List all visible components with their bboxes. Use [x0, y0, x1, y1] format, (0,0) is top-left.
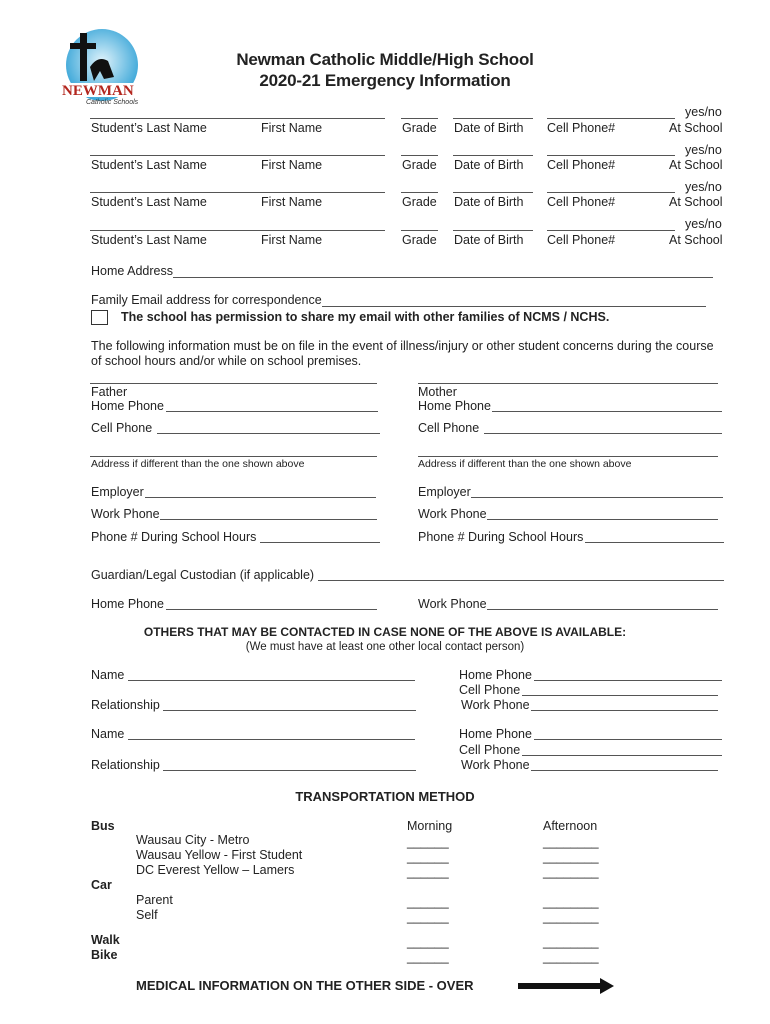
- student-name-line[interactable]: [90, 192, 385, 193]
- guardian-line[interactable]: [318, 580, 724, 581]
- mother-address-note: Address if different than the one shown above: [418, 458, 632, 470]
- other-home-phone-line[interactable]: [534, 680, 722, 681]
- other-cell-phone-line[interactable]: [522, 755, 722, 756]
- bike-label: Bike: [91, 948, 118, 962]
- first-name-label: First Name: [261, 121, 323, 135]
- other-cell-phone-label: Cell Phone: [459, 683, 521, 697]
- morning-blank[interactable]: ______: [407, 835, 449, 849]
- grade-line[interactable]: [401, 155, 438, 156]
- other-relationship-line[interactable]: [163, 710, 416, 711]
- afternoon-blank[interactable]: ________: [543, 950, 599, 964]
- car-label: Car: [91, 878, 112, 892]
- student-name-line[interactable]: [90, 230, 385, 231]
- afternoon-blank[interactable]: ________: [543, 910, 599, 924]
- dob-line[interactable]: [453, 155, 533, 156]
- share-email-text: The school has permission to share my email with other families of NCMS / NCHS.: [121, 310, 610, 324]
- student-name-line[interactable]: [90, 118, 385, 119]
- morning-blank[interactable]: ______: [407, 865, 449, 879]
- morning-blank[interactable]: ______: [407, 950, 449, 964]
- cell-label: Cell Phone#: [547, 121, 616, 135]
- other-name-line[interactable]: [128, 739, 415, 740]
- others-heading: OTHERS THAT MAY BE CONTACTED IN CASE NONE OF THE ABOVE IS AVAILABLE:: [143, 625, 627, 639]
- last-name-label: Student’s Last Name: [91, 121, 207, 135]
- father-home-phone-label: Home Phone: [91, 399, 164, 413]
- cell-line[interactable]: [547, 118, 675, 119]
- other-relationship-line[interactable]: [163, 770, 416, 771]
- father-school-hours-phone-line[interactable]: [260, 542, 380, 543]
- morning-blank[interactable]: ______: [407, 910, 449, 924]
- guardian-work-phone-label: Work Phone: [418, 597, 487, 611]
- others-subheading: (We must have at least one other local contact person): [245, 641, 525, 653]
- dob-line[interactable]: [453, 118, 533, 119]
- cell-line[interactable]: [547, 192, 675, 193]
- grade-line[interactable]: [401, 118, 438, 119]
- first-name-label: First Name: [261, 195, 323, 209]
- other-relationship-label: Relationship: [91, 698, 160, 712]
- bus-label: Bus: [91, 819, 115, 833]
- father-cell-phone-line[interactable]: [157, 433, 380, 434]
- home-address-line[interactable]: [173, 277, 713, 278]
- yesno-label: yes/no: [685, 143, 722, 157]
- yesno-label: yes/no: [685, 180, 722, 194]
- mother-home-phone-line[interactable]: [492, 411, 722, 412]
- father-address-note: Address if different than the one shown above: [91, 458, 305, 470]
- dob-label: Date of Birth: [454, 233, 524, 247]
- last-name-label: Student’s Last Name: [91, 233, 207, 247]
- email-line[interactable]: [322, 306, 706, 307]
- morning-blank[interactable]: ______: [407, 850, 449, 864]
- at-school-label: At School: [669, 158, 723, 172]
- car-option: Self: [136, 908, 158, 922]
- grade-label: Grade: [402, 195, 437, 209]
- father-address-line[interactable]: [90, 456, 377, 457]
- guardian-work-phone-line[interactable]: [487, 609, 718, 610]
- mother-work-phone-label: Work Phone: [418, 507, 487, 521]
- morning-blank[interactable]: ______: [407, 895, 449, 909]
- transport-heading: TRANSPORTATION METHOD: [295, 789, 475, 804]
- mother-employer-line[interactable]: [471, 497, 723, 498]
- dob-label: Date of Birth: [454, 121, 524, 135]
- afternoon-blank[interactable]: ________: [543, 895, 599, 909]
- dob-label: Date of Birth: [454, 195, 524, 209]
- cell-line[interactable]: [547, 230, 675, 231]
- father-label: Father: [91, 385, 128, 399]
- mother-cell-phone-line[interactable]: [484, 433, 722, 434]
- grade-label: Grade: [402, 233, 437, 247]
- mother-school-hours-phone-label: Phone # During School Hours: [418, 530, 584, 544]
- mother-school-hours-phone-line[interactable]: [585, 542, 724, 543]
- bus-option: Wausau City - Metro: [136, 833, 250, 847]
- afternoon-blank[interactable]: ________: [543, 935, 599, 949]
- mother-work-phone-line[interactable]: [487, 519, 718, 520]
- other-name-line[interactable]: [128, 680, 415, 681]
- dob-line[interactable]: [453, 230, 533, 231]
- morning-label: Morning: [407, 819, 453, 833]
- grade-label: Grade: [402, 121, 437, 135]
- share-email-checkbox[interactable]: [91, 310, 108, 325]
- other-name-label: Name: [91, 668, 125, 682]
- right-arrow-icon: [518, 978, 614, 997]
- afternoon-label: Afternoon: [543, 819, 598, 833]
- info-notice-line2: of school hours and/or while on school premises.: [91, 354, 362, 368]
- page-subtitle: 2020-21 Emergency Information: [259, 71, 511, 90]
- other-relationship-label: Relationship: [91, 758, 160, 772]
- info-notice-line1: The following information must be on file in the event of illness/injury or other student concerns during the course: [91, 339, 714, 353]
- at-school-label: At School: [669, 233, 723, 247]
- cell-label: Cell Phone#: [547, 195, 616, 209]
- father-work-phone-line[interactable]: [160, 519, 377, 520]
- father-school-hours-phone-label: Phone # During School Hours: [91, 530, 257, 544]
- cell-line[interactable]: [547, 155, 675, 156]
- footer-text: MEDICAL INFORMATION ON THE OTHER SIDE - OVER: [136, 978, 474, 993]
- father-cell-phone-label: Cell Phone: [91, 421, 153, 435]
- grade-line[interactable]: [401, 192, 438, 193]
- cell-label: Cell Phone#: [547, 233, 616, 247]
- at-school-label: At School: [669, 121, 723, 135]
- bus-option: DC Everest Yellow – Lamers: [136, 863, 295, 877]
- other-cell-phone-label: Cell Phone: [459, 743, 521, 757]
- father-name-line[interactable]: [90, 383, 377, 384]
- afternoon-blank[interactable]: ________: [543, 850, 599, 864]
- other-work-phone-label: Work Phone: [461, 758, 530, 772]
- at-school-label: At School: [669, 195, 723, 209]
- other-work-phone-line[interactable]: [531, 710, 718, 711]
- father-work-phone-label: Work Phone: [91, 507, 160, 521]
- grade-label: Grade: [402, 158, 437, 172]
- other-home-phone-label: Home Phone: [459, 668, 532, 682]
- logo-subtext: Catholic Schools: [86, 99, 139, 106]
- afternoon-blank[interactable]: ________: [543, 865, 599, 879]
- afternoon-blank[interactable]: ________: [543, 835, 599, 849]
- logo-text: NEWMAN: [62, 83, 134, 99]
- other-work-phone-line[interactable]: [531, 770, 718, 771]
- last-name-label: Student’s Last Name: [91, 158, 207, 172]
- other-home-phone-label: Home Phone: [459, 727, 532, 741]
- dob-line[interactable]: [453, 192, 533, 193]
- other-work-phone-label: Work Phone: [461, 698, 530, 712]
- yesno-label: yes/no: [685, 217, 722, 231]
- other-name-label: Name: [91, 727, 125, 741]
- guardian-label: Guardian/Legal Custodian (if applicable): [91, 568, 315, 582]
- mother-name-line[interactable]: [418, 383, 718, 384]
- mother-home-phone-label: Home Phone: [418, 399, 491, 413]
- cell-label: Cell Phone#: [547, 158, 616, 172]
- first-name-label: First Name: [261, 233, 323, 247]
- yesno-label: yes/no: [685, 105, 722, 119]
- mother-address-line[interactable]: [418, 456, 718, 457]
- grade-line[interactable]: [401, 230, 438, 231]
- email-label: Family Email address for correspondence: [91, 293, 322, 307]
- walk-label: Walk: [91, 933, 120, 947]
- morning-blank[interactable]: ______: [407, 935, 449, 949]
- page-title: Newman Catholic Middle/High School: [236, 50, 534, 69]
- father-home-phone-line[interactable]: [166, 411, 378, 412]
- mother-cell-phone-label: Cell Phone: [418, 421, 480, 435]
- last-name-label: Student’s Last Name: [91, 195, 207, 209]
- first-name-label: First Name: [261, 158, 323, 172]
- dob-label: Date of Birth: [454, 158, 524, 172]
- guardian-home-phone-line[interactable]: [166, 609, 377, 610]
- father-employer-line[interactable]: [145, 497, 376, 498]
- guardian-home-phone-label: Home Phone: [91, 597, 164, 611]
- mother-label: Mother: [418, 385, 457, 399]
- car-option: Parent: [136, 893, 173, 907]
- mother-employer-label: Employer: [418, 485, 471, 499]
- student-name-line[interactable]: [90, 155, 385, 156]
- other-home-phone-line[interactable]: [534, 739, 722, 740]
- other-cell-phone-line[interactable]: [522, 695, 718, 696]
- home-address-label: Home Address: [91, 264, 173, 278]
- father-employer-label: Employer: [91, 485, 144, 499]
- bus-option: Wausau Yellow - First Student: [136, 848, 303, 862]
